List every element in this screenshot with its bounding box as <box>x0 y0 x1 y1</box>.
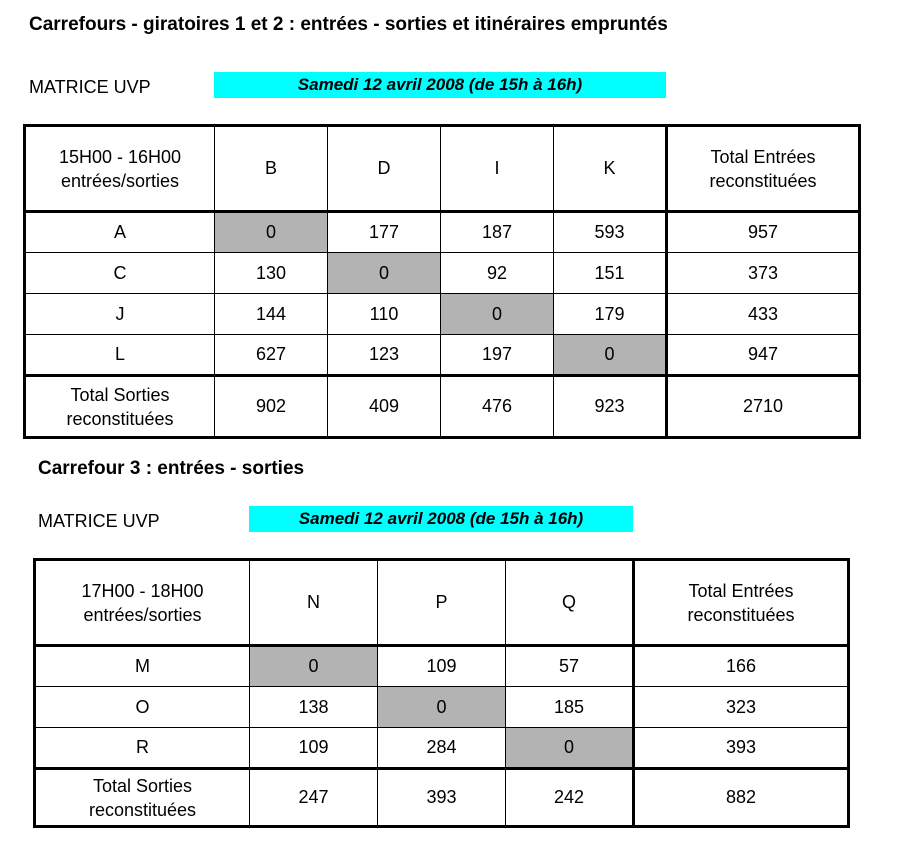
section1-matrix-label: MATRICE UVP <box>29 77 151 97</box>
section1-row-total: 957 <box>667 212 860 253</box>
section2-cell: 0 <box>250 646 378 687</box>
section2-total-row <box>35 769 849 827</box>
section1-row-A <box>25 212 860 253</box>
section2-total-sorties-label: Total Sorties reconstituées <box>35 769 250 827</box>
section2-grand-total: 882 <box>634 769 849 827</box>
section2-corner-cell: 17H00 - 18H00 entrées/sorties <box>35 560 250 646</box>
section1-cell: 144 <box>215 294 328 335</box>
section1-cell: 151 <box>554 253 667 294</box>
section2-matrix-label: MATRICE UVP <box>38 511 160 531</box>
section2-col-total: 242 <box>506 769 634 827</box>
section2-header-row <box>35 560 849 646</box>
section2-cell: 57 <box>506 646 634 687</box>
section2-row-M <box>35 646 849 687</box>
section1-header-row <box>25 126 860 212</box>
section2-row-label: O <box>35 687 250 728</box>
section1-total-entries-header: Total Entrées reconstituées <box>667 126 860 212</box>
section2-cell: 185 <box>506 687 634 728</box>
section1-row-label: C <box>25 253 215 294</box>
section2-cell: 138 <box>250 687 378 728</box>
section2-col-header-Q: Q <box>506 560 634 646</box>
section2-cell: 284 <box>378 728 506 769</box>
section1-col-total: 923 <box>554 376 667 438</box>
section1-col-total: 409 <box>328 376 441 438</box>
section1-col-header-K: K <box>554 126 667 212</box>
section1-row-C <box>25 253 860 294</box>
section1-col-total: 476 <box>441 376 554 438</box>
section2-cell: 0 <box>506 728 634 769</box>
section1-row-total: 373 <box>667 253 860 294</box>
section2-total-entries-header: Total Entrées reconstituées <box>634 560 849 646</box>
section2-row-label: R <box>35 728 250 769</box>
section2-row-total: 166 <box>634 646 849 687</box>
section1-row-L <box>25 335 860 376</box>
section1-cell: 123 <box>328 335 441 376</box>
section2-date-banner: Samedi 12 avril 2008 (de 15h à 16h) <box>249 506 633 532</box>
section1-cell: 593 <box>554 212 667 253</box>
section2-cell: 109 <box>250 728 378 769</box>
section1-cell: 110 <box>328 294 441 335</box>
section1-cell: 0 <box>328 253 441 294</box>
section2-row-total: 393 <box>634 728 849 769</box>
section1-row-label: L <box>25 335 215 376</box>
section2-col-total: 247 <box>250 769 378 827</box>
section1-col-header-I: I <box>441 126 554 212</box>
section1-row-label: A <box>25 212 215 253</box>
section2-col-header-N: N <box>250 560 378 646</box>
section1-cell: 92 <box>441 253 554 294</box>
section1-grand-total: 2710 <box>667 376 860 438</box>
section2-row-label: M <box>35 646 250 687</box>
section2-row-total: 323 <box>634 687 849 728</box>
section2-title: Carrefour 3 : entrées - sorties <box>38 458 305 479</box>
section1-cell: 0 <box>215 212 328 253</box>
section1-total-row <box>25 376 860 438</box>
section1-cell: 0 <box>441 294 554 335</box>
section1-col-total: 902 <box>215 376 328 438</box>
section2-cell: 109 <box>378 646 506 687</box>
section1-cell: 179 <box>554 294 667 335</box>
section1-cell: 197 <box>441 335 554 376</box>
section1-cell: 0 <box>554 335 667 376</box>
section1-cell: 187 <box>441 212 554 253</box>
section1-cell: 627 <box>215 335 328 376</box>
section2-col-total: 393 <box>378 769 506 827</box>
section2-cell: 0 <box>378 687 506 728</box>
section2-matrix-table <box>33 558 850 828</box>
section1-row-total: 947 <box>667 335 860 376</box>
section2-row-R <box>35 728 849 769</box>
section1-row-J <box>25 294 860 335</box>
section2-row-O <box>35 687 849 728</box>
section2-col-header-P: P <box>378 560 506 646</box>
section1-col-header-B: B <box>215 126 328 212</box>
section1-cell: 130 <box>215 253 328 294</box>
section1-row-total: 433 <box>667 294 860 335</box>
section1-date-banner: Samedi 12 avril 2008 (de 15h à 16h) <box>214 72 666 98</box>
section1-matrix-table <box>23 124 861 439</box>
section1-row-label: J <box>25 294 215 335</box>
section1-total-sorties-label: Total Sorties reconstituées <box>25 376 215 438</box>
section1-col-header-D: D <box>328 126 441 212</box>
section1-cell: 177 <box>328 212 441 253</box>
section1-title: Carrefours - giratoires 1 et 2 : entrées - sorties et itinéraires empruntés <box>29 14 668 35</box>
section1-corner-cell: 15H00 - 16H00 entrées/sorties <box>25 126 215 212</box>
